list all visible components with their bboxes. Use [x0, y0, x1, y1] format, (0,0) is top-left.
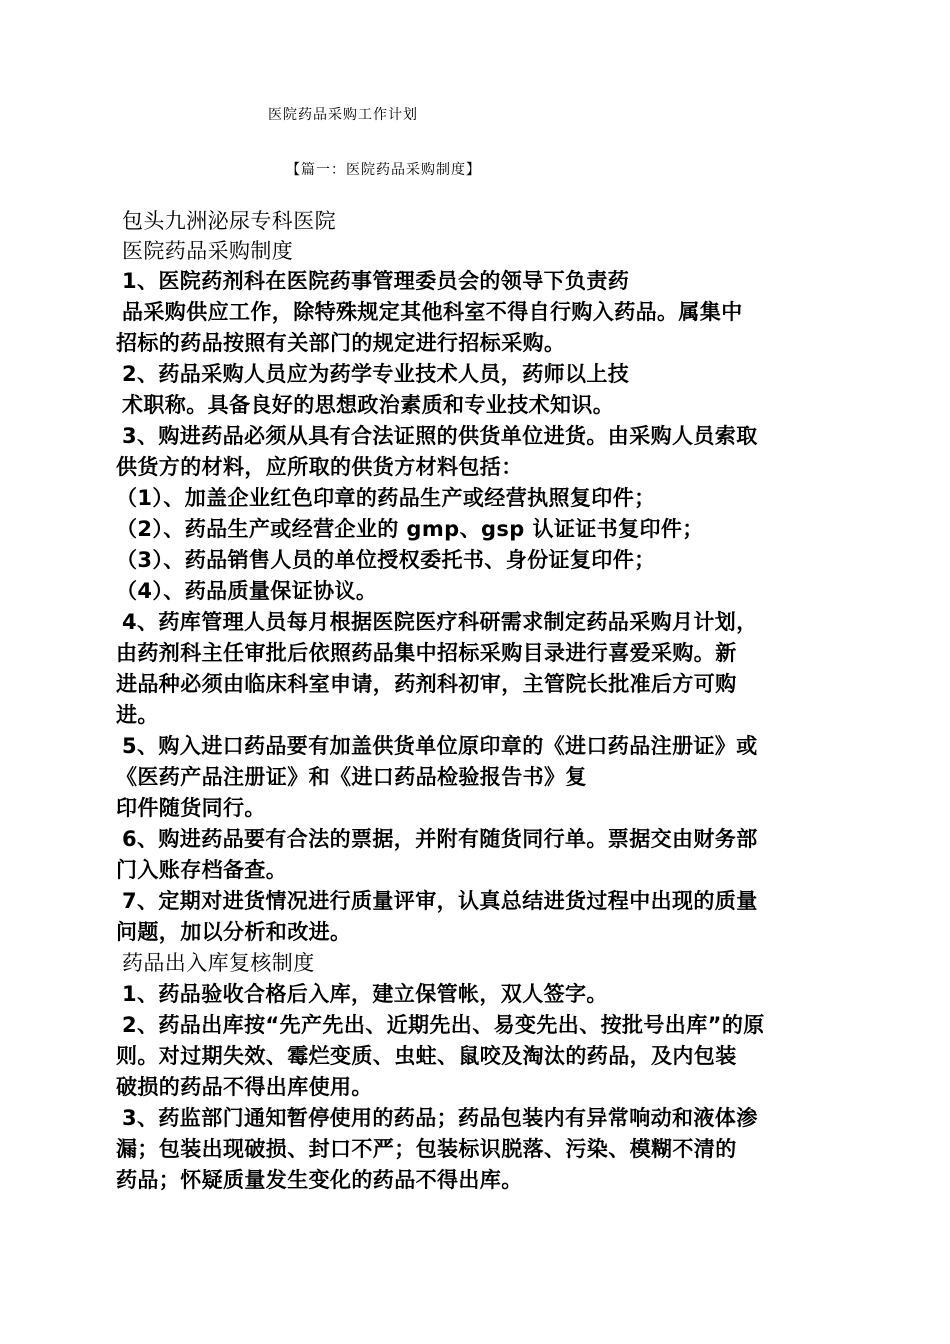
- text-line: 5、购入进口药品要有加盖供货单位原印章的《进口药品注册证》或: [122, 734, 758, 758]
- text-line: 门入账存档备查。: [116, 858, 288, 882]
- text-line: 4、药库管理人员每月根据医院医疗科研需求制定药品采购月计划，: [122, 610, 758, 634]
- section-heading-procurement: 医院药品采购制度: [122, 239, 294, 263]
- text-line: 7、定期对进货情况进行质量评审，认真总结进货过程中出现的质量: [122, 889, 758, 913]
- text-line: 3、药监部门通知暂停使用的药品；药品包装内有异常响动和液体渗: [122, 1106, 758, 1130]
- text-line: 术职称。具备良好的思想政治素质和专业技术知识。: [122, 393, 615, 417]
- text-line: 则。对过期失效、霉烂变质、虫蛀、鼠咬及淘汰的药品，及内包装: [116, 1044, 737, 1068]
- text-line: 2、药品采购人员应为药学专业技术人员，药师以上技: [122, 362, 630, 386]
- text-line: 3、购进药品必须从具有合法证照的供货单位进货。由采购人员索取: [122, 424, 758, 448]
- text-line: 招标的药品按照有关部门的规定进行招标采购。: [116, 331, 566, 355]
- text-line: 破损的药品不得出库使用。: [116, 1075, 373, 1099]
- text-line: 1、药品验收合格后入库，建立保管帐，双人签字。: [122, 982, 608, 1006]
- text-line: （4）、药品质量保证协议。: [116, 579, 378, 603]
- text-line: 6、购进药品要有合法的票据，并附有随货同行单。票据交由财务部: [122, 827, 758, 851]
- text-line: 药品；怀疑质量发生变化的药品不得出库。: [116, 1168, 523, 1192]
- text-line: 进品种必须由临床科室申请，药剂科初审，主管院长批准后方可购: [116, 672, 737, 696]
- section-heading-warehouse: 药品出入库复核制度: [122, 951, 315, 975]
- hospital-name: 包头九洲泌尿专科医院: [122, 209, 336, 233]
- text-line: 供货方的材料，应所取的供货方材料包括：: [116, 455, 523, 479]
- text-line: 进。: [116, 703, 159, 727]
- text-line: 《医药产品注册证》和《进口药品检验报告书》复: [116, 765, 587, 789]
- document-subtitle: 【篇一：医院药品采购制度】: [286, 162, 481, 178]
- text-line: 品采购供应工作，除特殊规定其他科室不得自行购入药品。属集中: [122, 300, 743, 324]
- text-line: （1）、加盖企业红色印章的药品生产或经营执照复印件；: [116, 486, 656, 510]
- text-line: 问题，加以分析和改进。: [116, 920, 352, 944]
- text-line: 漏；包装出现破损、封口不严；包装标识脱落、污染、模糊不清的: [116, 1137, 737, 1161]
- text-line: 印件随货同行。: [116, 796, 266, 820]
- text-line: （2）、药品生产或经营企业的 gmp、gsp 认证证书复印件；: [116, 517, 704, 541]
- text-line: 由药剂科主任审批后依照药品集中招标采购目录进行喜爱采购。新: [116, 641, 737, 665]
- text-line: 1、医院药剂科在医院药事管理委员会的领导下负责药: [122, 269, 630, 293]
- text-line: （3）、药品销售人员的单位授权委托书、身份证复印件；: [116, 548, 656, 572]
- text-line: 2、药品出库按“先产先出、近期先出、易变先出、按批号出库”的原: [122, 1013, 765, 1037]
- document-title: 医院药品采购工作计划: [268, 107, 418, 123]
